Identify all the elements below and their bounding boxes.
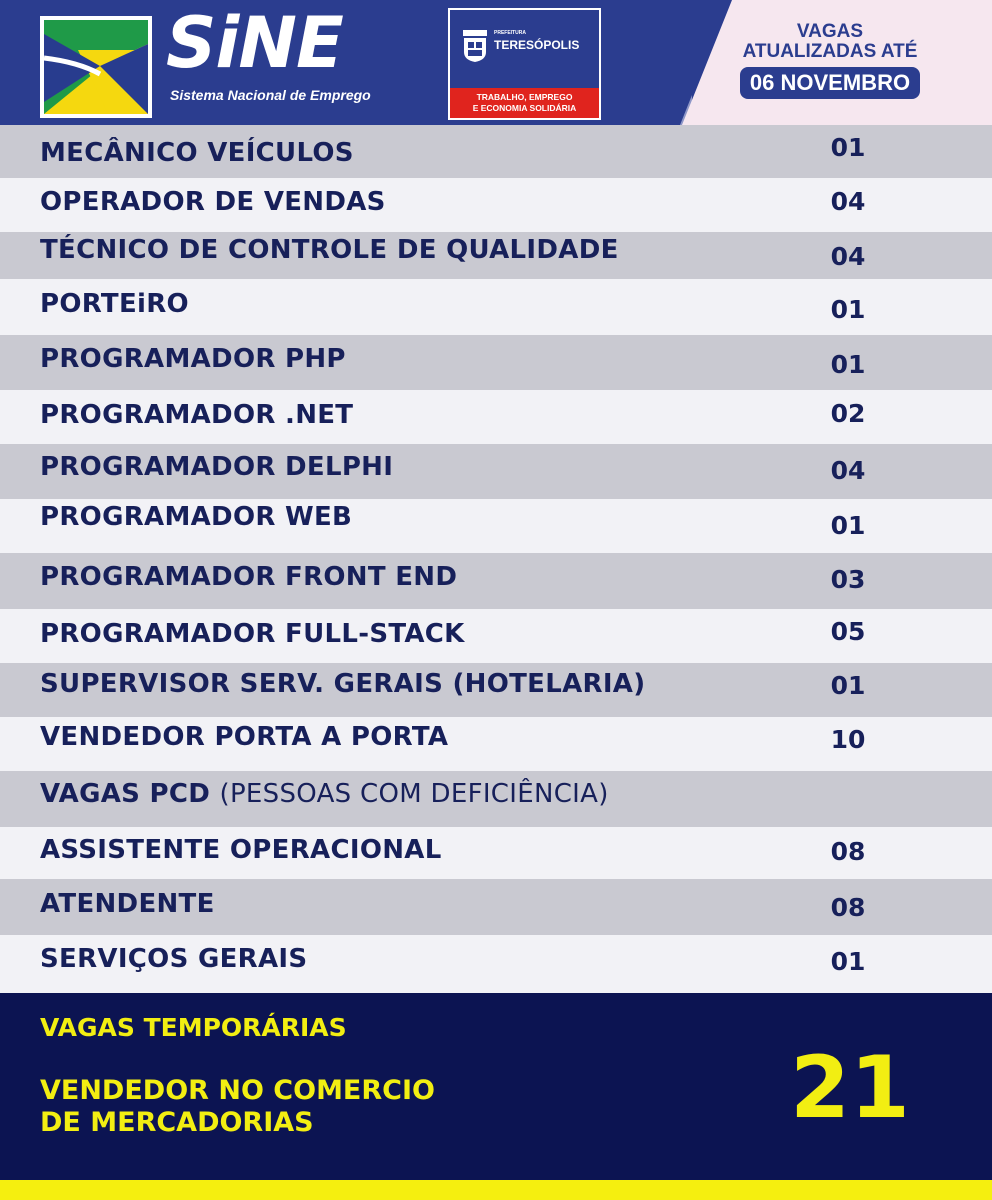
update-info xyxy=(712,22,948,99)
job-row xyxy=(0,879,992,935)
pcd-title-bold: VAGAS PCD xyxy=(40,779,211,809)
job-count: 03 xyxy=(830,565,866,594)
job-title: PROGRAMADOR WEB xyxy=(40,502,353,532)
job-title: VENDEDOR PORTA A PORTA xyxy=(40,722,449,752)
job-count: 01 xyxy=(830,295,866,324)
update-label-2: ATUALIZADAS ATÉ xyxy=(742,41,918,62)
pcd-section-header xyxy=(0,771,992,827)
job-count: 01 xyxy=(830,947,866,976)
department-line-1: TRABALHO, EMPREGO xyxy=(476,92,573,102)
job-row xyxy=(0,279,992,335)
job-title: PROGRAMADOR DELPHI xyxy=(40,452,394,482)
prefeitura-label: PREFEITURA xyxy=(494,30,526,36)
logo-subtitle: Sistema Nacional de Emprego xyxy=(170,87,371,103)
job-row xyxy=(0,125,992,178)
pcd-title xyxy=(40,779,609,809)
temporary-job-line-2: DE MERCADORIAS xyxy=(40,1107,314,1138)
job-title: MECÂNICO VEÍCULOS xyxy=(40,138,354,168)
job-title: OPERADOR DE VENDAS xyxy=(40,187,386,217)
job-count: 10 xyxy=(830,725,866,754)
job-count: 04 xyxy=(830,456,866,485)
coat-of-arms-icon xyxy=(460,28,490,64)
logo-title: SiNE xyxy=(166,2,343,84)
bottom-accent-bar xyxy=(0,1180,992,1200)
temporary-job-count: 21 xyxy=(790,1038,910,1138)
job-count: 04 xyxy=(830,187,866,216)
job-title: PORTEiRO xyxy=(40,289,189,319)
job-title: ATENDENTE xyxy=(40,889,215,919)
temporary-job-title xyxy=(40,1075,560,1139)
job-count: 04 xyxy=(830,242,866,271)
job-row xyxy=(0,444,992,499)
job-title: TÉCNICO DE CONTROLE DE QUALIDADE xyxy=(40,235,619,265)
job-row xyxy=(0,663,992,717)
job-row xyxy=(0,935,992,989)
temporary-section xyxy=(0,993,992,1180)
job-row xyxy=(0,827,992,879)
job-count: 01 xyxy=(830,133,866,162)
prefeitura-department xyxy=(450,88,599,118)
update-date-badge: 06 NOVEMBRO xyxy=(740,67,920,99)
header xyxy=(0,0,992,130)
job-row xyxy=(0,717,992,771)
job-row xyxy=(0,390,992,444)
job-count: 01 xyxy=(830,350,866,379)
job-row xyxy=(0,232,992,279)
prefeitura-name: TERESÓPOLIS xyxy=(494,38,580,52)
pcd-title-note: (PESSOAS COM DEFICIÊNCIA) xyxy=(219,779,609,809)
job-row xyxy=(0,178,992,232)
job-count: 08 xyxy=(830,837,866,866)
job-title: PROGRAMADOR PHP xyxy=(40,344,346,374)
job-row xyxy=(0,553,992,609)
job-count: 05 xyxy=(830,617,866,646)
department-line-2: E ECONOMIA SOLIDÁRIA xyxy=(472,103,577,113)
temporary-title: VAGAS TEMPORÁRIAS xyxy=(40,1013,347,1042)
prefeitura-logo xyxy=(448,8,601,120)
job-count: 02 xyxy=(830,399,866,428)
job-title: PROGRAMADOR FULL-STACK xyxy=(40,619,465,649)
update-label-1: VAGAS xyxy=(796,21,864,42)
temporary-job-line-1: VENDEDOR NO COMERCIO xyxy=(40,1075,435,1106)
job-row xyxy=(0,609,992,663)
job-title: ASSISTENTE OPERACIONAL xyxy=(40,835,442,865)
job-title: SERVIÇOS GERAIS xyxy=(40,944,308,974)
job-row xyxy=(0,499,992,553)
brazil-flag-icon xyxy=(38,14,154,120)
job-title: PROGRAMADOR .NET xyxy=(40,400,354,430)
job-title: SUPERVISOR SERV. GERAIS (HOTELARIA) xyxy=(40,669,646,699)
job-count: 08 xyxy=(830,893,866,922)
job-title: PROGRAMADOR FRONT END xyxy=(40,562,458,592)
job-list xyxy=(0,125,992,989)
job-count: 01 xyxy=(830,671,866,700)
job-count: 01 xyxy=(830,511,866,540)
job-row xyxy=(0,335,992,390)
